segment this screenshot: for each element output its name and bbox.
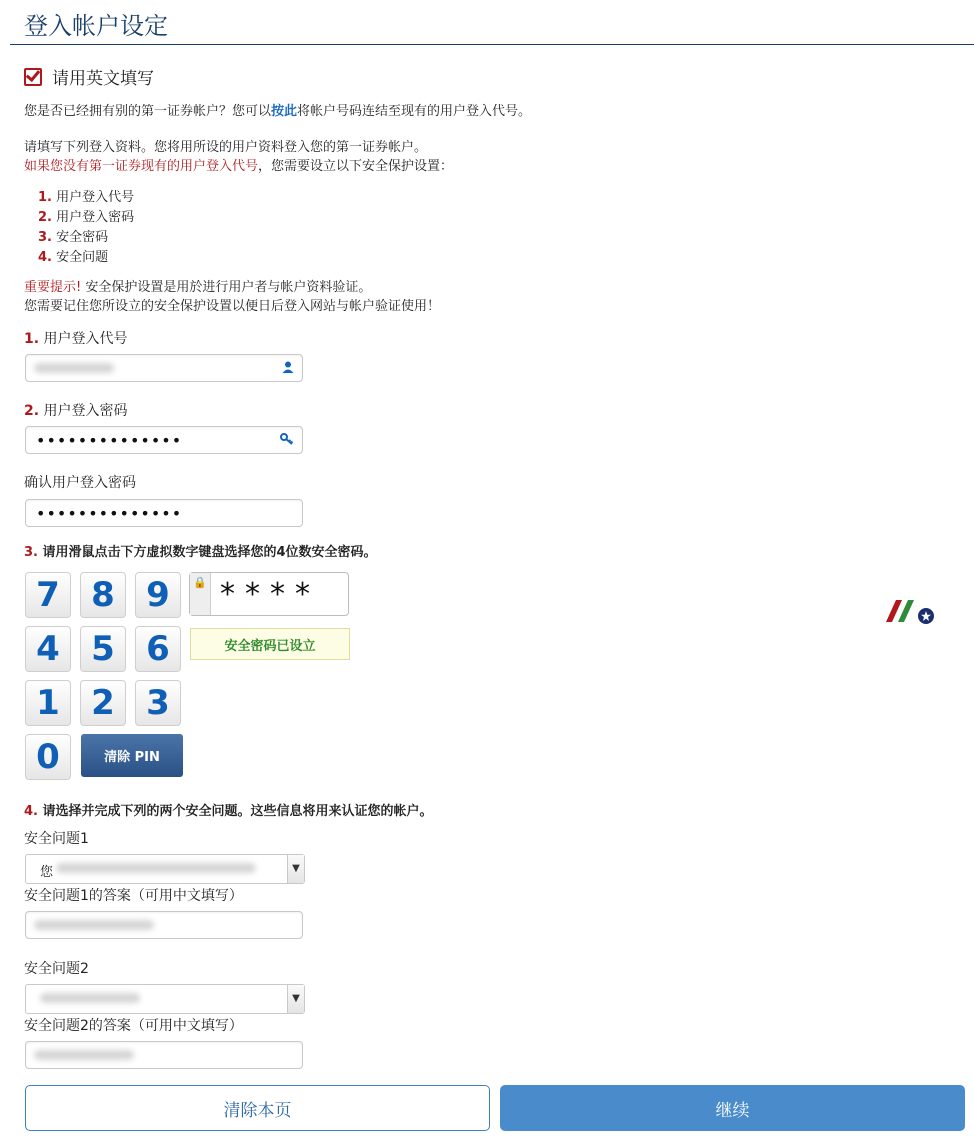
important-line-2: 您需要记住您所设立的安全保护设置以便日后登入网站与帐户验证使用！ — [24, 299, 441, 314]
a2-input[interactable] — [25, 1041, 303, 1069]
pin-key-2[interactable]: 2 — [80, 680, 126, 726]
chevron-down-icon: ▼ — [287, 855, 304, 883]
confirm-password-label: 确认用户登入密码 — [24, 475, 136, 491]
password-label-text: 用户登入密码 — [43, 403, 128, 419]
blurred-value — [34, 1050, 134, 1060]
password-num: 2. — [24, 403, 40, 419]
login-id-label-text: 用户登入代号 — [43, 331, 128, 347]
login-id-label — [24, 328, 128, 348]
blurred-value — [34, 363, 114, 373]
pin-display-value: **** — [220, 577, 320, 612]
chevron-down-icon: ▼ — [287, 985, 304, 1013]
list-item-num: 2. — [38, 210, 52, 225]
clear-page-button[interactable]: 清除本页 — [25, 1085, 490, 1131]
pin-key-6[interactable]: 6 — [135, 626, 181, 672]
english-note-label: 请用英文填写 — [52, 69, 154, 89]
intro-line-2: 请填写下列登入资料。您将用所设的用户资料登入您的第一证券帐户。 — [24, 140, 428, 155]
pin-instruction-text: 请用滑鼠点击下方虚拟数字键盘选择您的4位数安全密码。 — [42, 545, 377, 560]
important-label: 重要提示! — [24, 280, 82, 295]
q2-select[interactable] — [25, 984, 305, 1014]
blurred-value — [34, 920, 154, 930]
password-input[interactable] — [25, 426, 303, 454]
q1-label: 安全问题1 — [24, 831, 89, 847]
settings-list — [38, 188, 134, 268]
q2-label: 安全问题2 — [24, 961, 89, 977]
page-title: 登入帐户设定 — [24, 12, 168, 40]
brand-logo — [884, 596, 934, 626]
sq-instruction-text: 请选择并完成下列的两个安全问题。这些信息将用来认证您的帐户。 — [42, 804, 433, 819]
pin-key-9[interactable]: 9 — [135, 572, 181, 618]
lock-icon: 🔒 — [190, 573, 211, 615]
intro-line-3-red: 如果您没有第一证券现有的用户登入代号 — [24, 159, 259, 174]
list-item-num: 1. — [38, 190, 52, 205]
blurred-value — [40, 993, 140, 1003]
pin-key-1[interactable]: 1 — [25, 680, 71, 726]
list-item-label: 用户登入代号 — [56, 190, 135, 205]
intro-line-1-text: 您是否已经拥有别的第一证券帐户？您可以 — [24, 104, 272, 119]
pin-status-badge: 安全密码已设立 — [190, 628, 350, 660]
pin-key-7[interactable]: 7 — [25, 572, 71, 618]
english-note — [24, 64, 154, 89]
list-item-num: 3. — [38, 230, 52, 245]
pin-instruction — [24, 543, 377, 562]
password-label — [24, 400, 128, 420]
list-item — [38, 208, 134, 228]
password-value: •••••••••••••• — [36, 431, 183, 450]
a2-label: 安全问题2的答案（可用中文填写） — [24, 1018, 243, 1034]
pin-key-8[interactable]: 8 — [80, 572, 126, 618]
list-item — [38, 188, 134, 208]
intro-line-3 — [24, 157, 453, 176]
a1-label: 安全问题1的答案（可用中文填写） — [24, 888, 243, 904]
pin-num: 3. — [24, 545, 38, 560]
q1-value: 您 — [40, 865, 54, 880]
checkbox-icon — [24, 68, 42, 86]
confirm-password-value: •••••••••••••• — [36, 504, 183, 523]
pin-key-5[interactable]: 5 — [80, 626, 126, 672]
intro-line-1-post: 将帐户号码连结至现有的用户登入代号。 — [297, 104, 532, 119]
link-here[interactable]: 按此 — [271, 104, 298, 119]
a1-input[interactable] — [25, 911, 303, 939]
list-item — [38, 228, 134, 248]
confirm-password-input[interactable] — [25, 499, 303, 527]
login-id-input[interactable] — [25, 354, 303, 382]
continue-button[interactable]: 继续 — [500, 1085, 965, 1131]
list-item — [38, 248, 134, 268]
q1-select[interactable] — [25, 854, 305, 884]
list-item-num: 4. — [38, 250, 52, 265]
pin-key-0[interactable]: 0 — [25, 734, 71, 780]
pin-key-4[interactable]: 4 — [25, 626, 71, 672]
login-id-num: 1. — [24, 331, 40, 347]
pin-key-3[interactable]: 3 — [135, 680, 181, 726]
user-icon — [282, 361, 294, 373]
list-item-label: 用户登入密码 — [56, 210, 135, 225]
clear-pin-button[interactable]: 清除 PIN — [81, 734, 183, 777]
list-item-label: 安全密码 — [56, 230, 109, 245]
sq-num: 4. — [24, 804, 38, 819]
intro-line-3-post: ，您需要设立以下安全保护设置： — [258, 159, 454, 174]
important-line-1 — [24, 278, 371, 297]
important-line-1-text: 安全保护设置是用於进行用户者与帐户资料验证。 — [81, 280, 372, 295]
blurred-value — [56, 863, 256, 873]
pin-display — [189, 572, 349, 616]
title-divider — [10, 44, 974, 45]
list-item-label: 安全问题 — [56, 250, 109, 265]
key-icon — [280, 433, 294, 445]
sq-instruction — [24, 802, 433, 821]
intro-line-1 — [24, 102, 531, 121]
